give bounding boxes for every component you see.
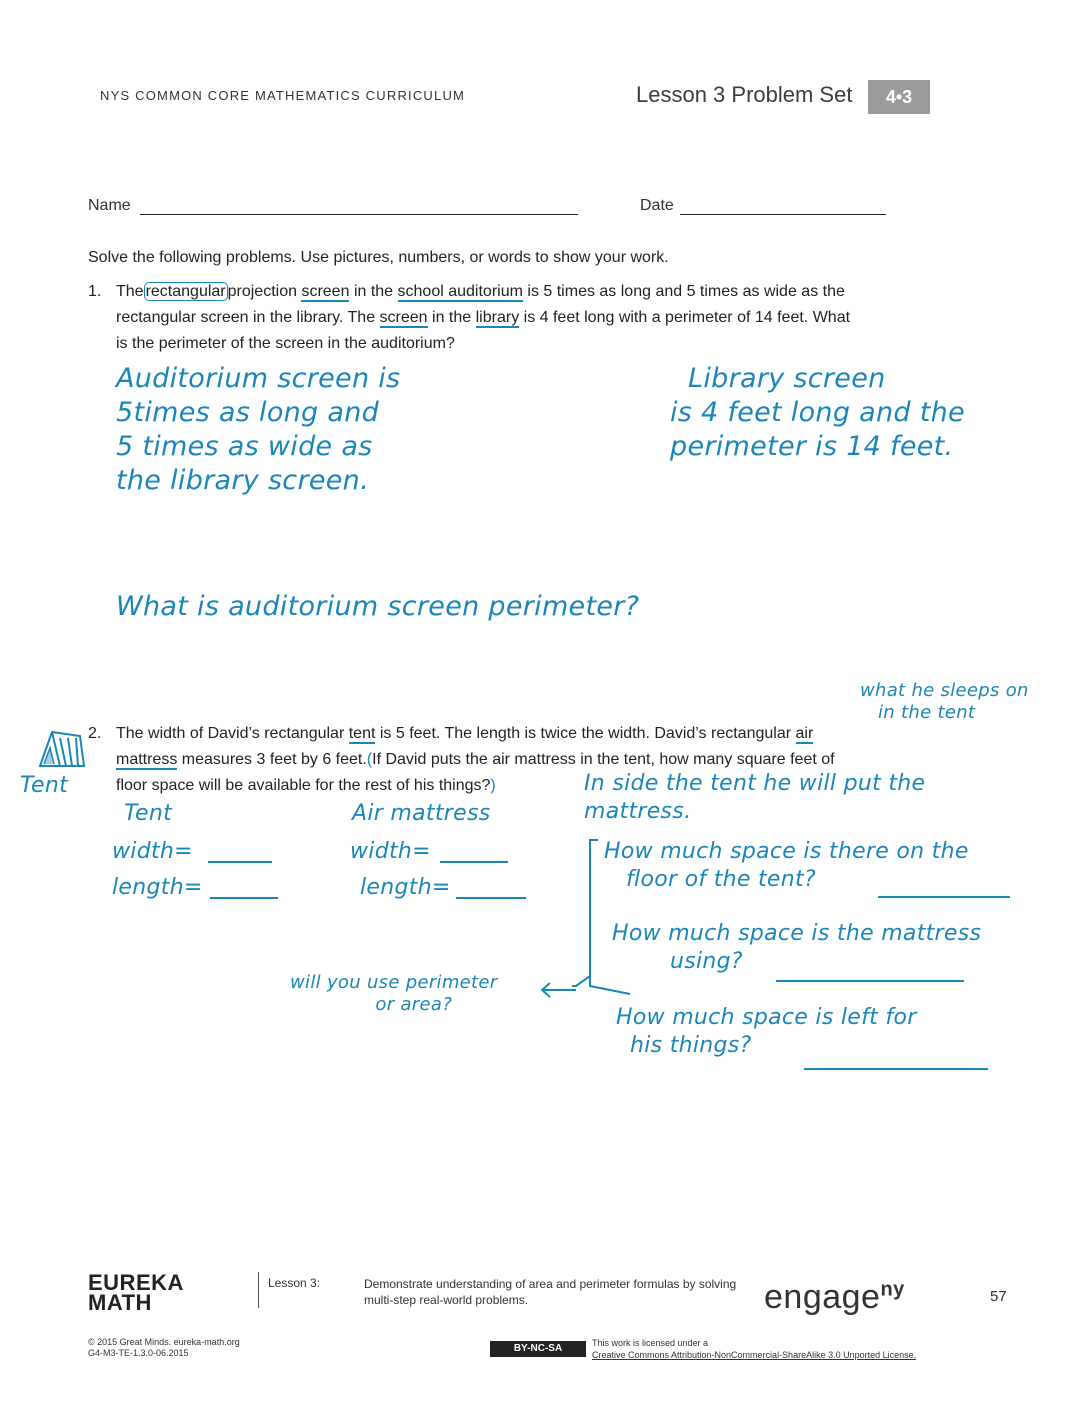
- engageny-logo: [764, 1278, 905, 1317]
- hw2-q1-line: How much space is there on the: [604, 839, 969, 864]
- tent-sketch-icon: [36, 726, 88, 770]
- hw2-q1: [604, 838, 969, 894]
- copyright-line: G4-M3-TE-1.3.0-06.2015: [88, 1348, 189, 1358]
- p1-line2-in-the: in the: [432, 309, 472, 326]
- license-link[interactable]: Creative Commons Attribution-NonCommercial-ShareAlike 3.0 Unported License.: [592, 1350, 917, 1360]
- p2-l2-b: If David puts the air mattress in the tent, how many square feet of: [372, 751, 835, 768]
- license-line: This work is licensed under a: [592, 1338, 709, 1348]
- cc-license-badge: BY-NC-SA: [490, 1341, 586, 1357]
- problem2-line3: floor space will be available for the rest of his things?): [116, 777, 496, 794]
- hw1-left-line: the library screen.: [116, 465, 369, 496]
- p1-library-underlined: library: [475, 309, 520, 326]
- hw2-tent-label: Tent: [20, 773, 69, 798]
- hw2-q3-blank[interactable]: [804, 1068, 988, 1070]
- p2-air-underlined: air: [795, 725, 814, 742]
- p1-in-the: in the: [353, 283, 394, 300]
- page-number: 57: [990, 1288, 1007, 1305]
- footer-lesson: Lesson 3:: [268, 1276, 321, 1290]
- hw2-note-line: in the tent: [878, 702, 976, 723]
- hw2-air-width: width=: [350, 839, 431, 864]
- p2-l1-b: is 5 feet. The length is twice the width. David’s rectangular: [379, 725, 792, 742]
- arrow-left-icon: [538, 980, 578, 1000]
- hw2-q3-line: his things?: [630, 1033, 752, 1058]
- problem1-line3: is the perimeter of the screen in the auditorium?: [116, 335, 455, 352]
- hw2-tent-length-blank[interactable]: [210, 897, 278, 899]
- hw1-left-line: 5times as long and: [116, 397, 380, 428]
- hw2-tent-width: width=: [112, 839, 193, 864]
- p1-line2-rest: is 4 feet long with a perimeter of 14 feet. What: [523, 309, 851, 326]
- p2-tent-underlined: tent: [348, 725, 376, 742]
- problem2-line1: [116, 721, 813, 747]
- hw2-perimeter-line: or area?: [375, 994, 453, 1015]
- p1-rest1: is 5 times as long and 5 times as wide as the: [527, 283, 845, 300]
- hw2-note-line: what he sleeps on: [860, 680, 1029, 701]
- p1-rectangular-circled: rectangular: [145, 283, 226, 300]
- logo-line: MATH: [88, 1290, 152, 1315]
- hw2-tent-head: Tent: [124, 801, 173, 826]
- hw1-right-line: Library screen: [688, 363, 886, 394]
- curriculum-title: NYS COMMON CORE MATHEMATICS CURRICULUM: [100, 88, 466, 103]
- copyright: [88, 1337, 240, 1359]
- logo-line: EUREKA: [88, 1270, 184, 1295]
- hw2-inside-line: In side the tent he will put the: [584, 771, 926, 796]
- hw2-tent-length: length=: [112, 875, 203, 900]
- p2-mattress-underlined: mattress: [116, 751, 178, 768]
- hw2-q1-line: floor of the tent?: [626, 867, 816, 892]
- hw2-perimeter-note: [290, 972, 497, 1016]
- problem1-number: 1.: [88, 283, 102, 300]
- problem2-number: 2.: [88, 725, 102, 742]
- footer-desc-line: multi-step real-world problems.: [364, 1293, 529, 1307]
- lesson-title: Lesson 3 Problem Set: [636, 82, 853, 107]
- footer-desc-line: Demonstrate understanding of area and perimeter formulas by solving: [364, 1277, 737, 1291]
- hw1-left-line: Auditorium screen is: [116, 363, 401, 394]
- hw1-question: What is auditorium screen perimeter?: [116, 591, 640, 622]
- p1-screen2-underlined: screen: [379, 309, 428, 326]
- problem1-line1: [116, 279, 845, 305]
- hw2-q2: [612, 920, 981, 976]
- name-label: Name: [88, 197, 131, 214]
- hw1-right-notes: [670, 362, 965, 464]
- hw2-q3-line: How much space is left for: [616, 1005, 917, 1030]
- p1-line2-a: rectangular screen in the library. The: [116, 309, 376, 326]
- engage-text: engage: [764, 1278, 881, 1316]
- hw2-air-length-blank[interactable]: [456, 897, 526, 899]
- p1-the: The: [116, 283, 144, 300]
- hw2-q2-blank[interactable]: [776, 980, 964, 982]
- hw2-perimeter-line: will you use perimeter: [290, 972, 498, 993]
- instructions: Solve the following problems. Use pictures, numbers, or words to show your work.: [88, 249, 669, 266]
- module-badge: 4•3: [868, 80, 930, 114]
- hw2-air-head: Air mattress: [352, 801, 491, 826]
- hw2-air-length: length=: [360, 875, 451, 900]
- footer-divider: [258, 1272, 259, 1308]
- hw1-left-line: 5 times as wide as: [116, 431, 373, 462]
- hw2-note-top: [860, 680, 1029, 724]
- engage-sup: ny: [880, 1278, 905, 1301]
- hw2-tent-width-blank[interactable]: [208, 861, 272, 863]
- hw2-q3: [616, 1004, 917, 1060]
- date-label: Date: [640, 197, 674, 214]
- license-text: [592, 1337, 916, 1361]
- p1-school-auditorium-underlined: school auditorium: [397, 283, 523, 300]
- p2-l1-a: The width of David’s rectangular: [116, 725, 345, 742]
- hw2-q2-line: How much space is the mattress: [612, 921, 982, 946]
- hw1-right-line: is 4 feet long and the: [670, 397, 965, 428]
- date-field-line[interactable]: [680, 214, 886, 215]
- hw2-inside-line: mattress.: [584, 799, 692, 824]
- p2-l3: floor space will be available for the rest of his things?: [116, 777, 491, 794]
- hw2-inside-note: [584, 770, 925, 826]
- hw2-air-width-blank[interactable]: [440, 861, 508, 863]
- hw2-q2-line: using?: [670, 949, 743, 974]
- p2-l2-a: measures 3 feet by 6 feet.: [181, 751, 367, 768]
- footer-description: [364, 1276, 736, 1308]
- p1-projection: projection: [227, 283, 297, 300]
- problem1-line2: [116, 305, 850, 331]
- hw1-right-line: perimeter is 14 feet.: [670, 431, 954, 462]
- copyright-line: © 2015 Great Minds. eureka-math.org: [88, 1337, 240, 1347]
- name-field-line[interactable]: [140, 214, 578, 215]
- hw1-left-notes: [116, 362, 400, 498]
- eureka-math-logo: [88, 1270, 184, 1315]
- hw2-q1-blank[interactable]: [878, 896, 1010, 898]
- problem2-line2: mattress measures 3 feet by 6 feet.(If David puts the air mattress in the tent, how many square feet of: [116, 751, 835, 768]
- p1-screen-underlined: screen: [301, 283, 350, 300]
